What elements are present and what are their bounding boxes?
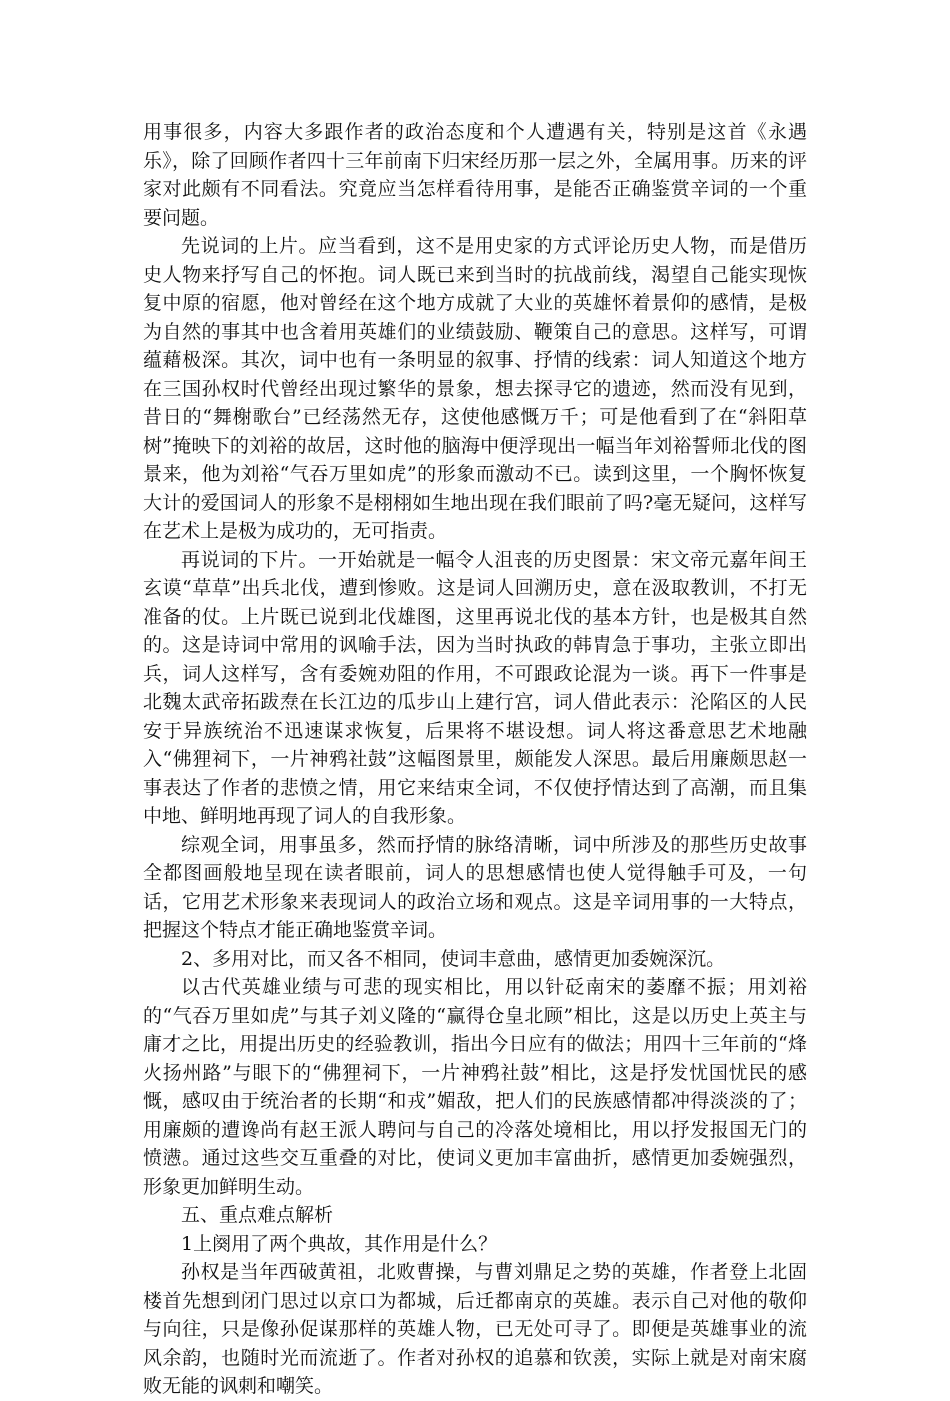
document-page bbox=[143, 118, 807, 1401]
section-heading-key-points: 五、重点难点解析 bbox=[181, 1204, 334, 1226]
point-heading-contrast: 2、多用对比，而又各不相同，使词丰意曲，感情更加委婉深沉。 bbox=[181, 947, 726, 970]
paragraph-contrast: 以古代英雄业绩与可悲的现实相比，用以针砭南宋的萎靡不振；用刘裕的“气吞万里如虎”与其子刘义隆的“赢得仓皇北顾”相比，这是以历史上英主与庸才之比，用提出历史的经验教训，指出今日应有的做法；用四十三年前的“烽火扬州路”与眼下的“佛狸祠下，一片神鸦社鼓”相比，这是抒发忧国忧民的感慨，感叹由于统治者的长期“和戎”媚敌，把人们的民族感情都冲得淡淡的了；用廉颇的遭谗尚有赵王派人聘问与自己的冷落处境相比，用以抒发报国无门的愤懑。通过这些交互重叠的对比，使词义更加丰富曲折，感情更加委婉强烈，形象更加鲜明生动。 bbox=[143, 976, 807, 1198]
paragraph-overview: 综观全词，用事虽多，然而抒情的脉络清晰，词中所涉及的那些历史故事全都图画般地呈现在读者眼前，词人的思想感情也使人觉得触手可及，一句话，它用艺术形象来表现词人的政治立场和观点。这是辛词用事的一大特点，把握这个特点才能正确地鉴赏辛词。 bbox=[143, 833, 807, 941]
paragraph-answer: 孙权是当年西破黄祖，北败曹操，与曹刘鼎足之势的英雄，作者登上北固楼首先想到闭门思过以京口为都城，后迁都南京的英雄。表示自己对他的敬仰与向往，只是像孙促谋那样的英雄人物，已无处可寻了。即便是英雄事业的流风余韵，也随时光而流逝了。作者对孙权的追慕和钦羡，实际上就是对南宋腐败无能的讽刺和嘲笑。 bbox=[143, 1261, 807, 1397]
question-heading: 1上阕用了两个典故，其作用是什么？ bbox=[181, 1232, 498, 1255]
paragraph-lower-stanza: 再说词的下片。一开始就是一幅令人沮丧的历史图景：宋文帝元嘉年间王玄谟“草草”出兵北伐，遭到惨败。这是词人回溯历史，意在汲取教训，不打无准备的仗。上片既已说到北伐雄图，这里再说北伐的基本方针，也是极其自然的。这是诗词中常用的讽喻手法，因为当时执政的韩胄急于事功，主张立即出兵，词人这样写，含有委婉劝阻的作用，不可跟政论混为一谈。再下一件事是北魏太武帝拓跋焘在长江边的瓜步山上建行宫，词人借此表示：沦陷区的人民安于异族统治不迅速谋求恢复，后果将不堪设想。词人将这番意思艺术地融入“佛狸祠下，一片神鸦社鼓”这幅图景里，颇能发人深思。最后用廉颇思赵一事表达了作者的悲愤之情，用它来结束全词，不仅使抒情达到了高潮，而且集中地、鲜明地再现了词人的自我形象。 bbox=[143, 548, 807, 827]
paragraph-upper-stanza: 先说词的上片。应当看到，这不是用史家的方式评论历史人物，而是借历史人物来抒写自己的怀抱。词人既已来到当时的抗战前线，渴望自己能实现恢复中原的宿愿，他对曾经在这个地方成就了大业的英雄怀着景仰的感情，是极为自然的事其中也含着用英雄们的业绩鼓励、鞭策自己的意思。这样写，可谓蕴藉极深。其次，词中也有一条明显的叙事、抒情的线索：词人知道这个地方在三国孙权时代曾经出现过繁华的景象，想去探寻它的遗迹，然而没有见到，昔日的“舞榭歌台”已经荡然无存，这使他感慨万千；可是他看到了在“斜阳草树”掩映下的刘裕的故居，这时他的脑海中便浮现出一幅当年刘裕誓师北伐的图景来，他为刘裕“气吞万里如虎”的形象而激动不已。读到这里，一个胸怀恢复大计的爱国词人的形象不是栩栩如生地出现在我们眼前了吗?毫无疑问，这样写在艺术上是极为成功的，无可指责。 bbox=[143, 235, 807, 542]
paragraph-intro-continued: 用事很多，内容大多跟作者的政治态度和个人遭遇有关，特别是这首《永遇乐》，除了回顾作者四十三年前南下归宋经历那一层之外，全属用事。历来的评家对此颇有不同看法。究竟应当怎样看待用事，是能否正确鉴赏辛词的一个重要问题。 bbox=[143, 121, 807, 229]
